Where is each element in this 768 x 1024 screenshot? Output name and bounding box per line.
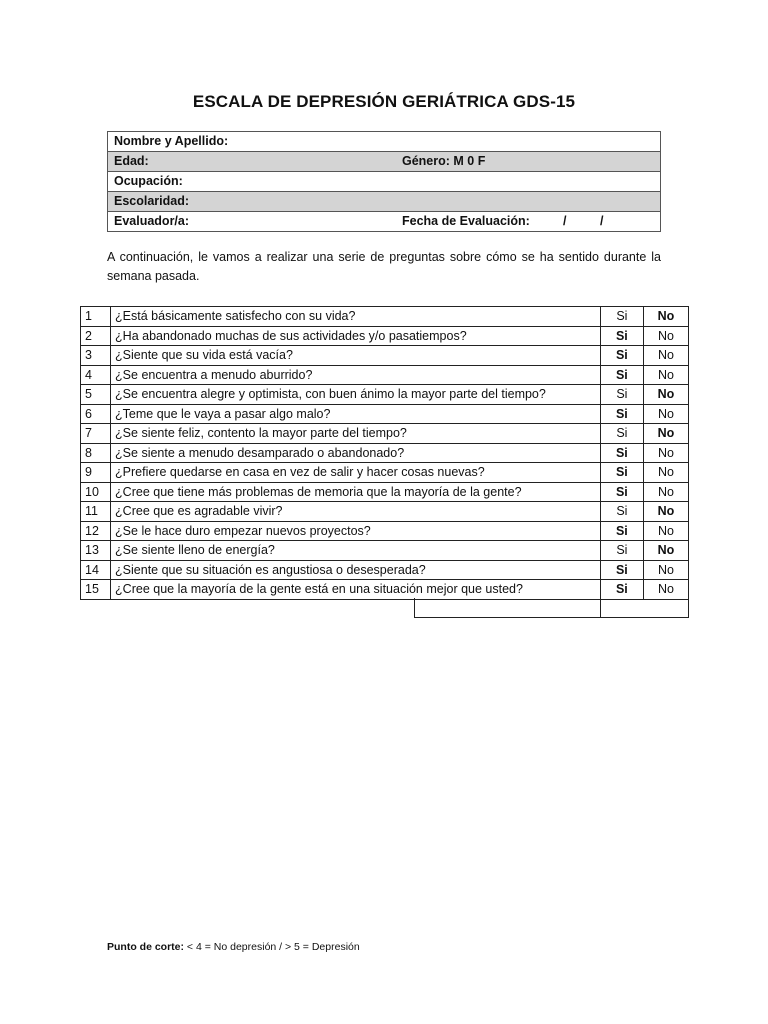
answer-si[interactable]: Si (600, 424, 643, 444)
intro-text: A continuación, le vamos a realizar una serie de preguntas sobre cómo se ha sentido durante la semana pasada. (107, 250, 661, 283)
question-row (81, 424, 689, 444)
patient-info-table (107, 131, 661, 232)
answer-si[interactable]: Si (600, 463, 643, 483)
question-row (81, 307, 689, 327)
answer-si[interactable]: Si (600, 521, 643, 541)
question-row (81, 482, 689, 502)
answer-no[interactable]: No (643, 365, 688, 385)
cutoff-text: < 4 = No depresión / > 5 = Depresión (184, 941, 360, 953)
answer-no[interactable]: No (643, 560, 688, 580)
answer-no[interactable]: No (643, 463, 688, 483)
question-number: 2 (81, 326, 111, 346)
question-row (81, 443, 689, 463)
question-row (81, 463, 689, 483)
escolaridad-label: Escolaridad: (114, 194, 190, 208)
question-number: 1 (81, 307, 111, 327)
question-text: ¿Está básicamente satisfecho con su vida? (111, 307, 601, 327)
question-text: ¿Prefiere quedarse en casa en vez de salir y hacer cosas nuevas? (111, 463, 601, 483)
question-text: ¿Ha abandonado muchas de sus actividades y/o pasatiempos? (111, 326, 601, 346)
escolaridad-field[interactable] (108, 192, 661, 212)
cutoff-note (107, 941, 360, 953)
date-slash-2: / (600, 214, 604, 228)
answer-si[interactable]: Si (600, 346, 643, 366)
question-row (81, 502, 689, 522)
question-text: ¿Cree que la mayoría de la gente está en una situación mejor que usted? (111, 580, 601, 600)
question-number: 13 (81, 541, 111, 561)
page-title: ESCALA DE DEPRESIÓN GERIÁTRICA GDS-15 (192, 92, 576, 111)
info-row-escolaridad (108, 192, 661, 212)
question-number: 6 (81, 404, 111, 424)
question-text: ¿Cree que es agradable vivir? (111, 502, 601, 522)
question-text: ¿Se le hace duro empezar nuevos proyectos? (111, 521, 601, 541)
question-text: ¿Se siente lleno de energía? (111, 541, 601, 561)
question-number: 10 (81, 482, 111, 502)
answer-no[interactable]: No (643, 541, 688, 561)
question-row (81, 521, 689, 541)
question-number: 15 (81, 580, 111, 600)
answer-si[interactable]: Si (600, 443, 643, 463)
question-row (81, 385, 689, 405)
evaluador-label: Evaluador/a: (114, 214, 190, 228)
question-number: 9 (81, 463, 111, 483)
nombre-field[interactable] (108, 132, 661, 152)
question-text: ¿Teme que le vaya a pasar algo malo? (111, 404, 601, 424)
answer-no[interactable]: No (643, 424, 688, 444)
answer-si[interactable]: Si (600, 541, 643, 561)
question-number: 14 (81, 560, 111, 580)
edad-label: Edad: (114, 154, 149, 168)
answer-si[interactable]: Si (600, 502, 643, 522)
question-text: ¿Cree que tiene más problemas de memoria que la mayoría de la gente? (111, 482, 601, 502)
answer-si[interactable]: Si (600, 365, 643, 385)
answer-no[interactable]: No (643, 307, 688, 327)
ocupacion-field[interactable] (108, 172, 661, 192)
info-row-evaluador (108, 212, 661, 232)
answer-si[interactable]: Si (600, 326, 643, 346)
question-row (81, 541, 689, 561)
score-cell-right[interactable] (600, 598, 689, 618)
question-row (81, 404, 689, 424)
answer-no[interactable]: No (643, 385, 688, 405)
question-row (81, 580, 689, 600)
answer-no[interactable]: No (643, 502, 688, 522)
question-number: 3 (81, 346, 111, 366)
answer-si[interactable]: Si (600, 307, 643, 327)
answer-no[interactable]: No (643, 326, 688, 346)
question-number: 7 (81, 424, 111, 444)
answer-no[interactable]: No (643, 443, 688, 463)
question-text: ¿Se encuentra alegre y optimista, con buen ánimo la mayor parte del tiempo? (111, 385, 601, 405)
question-text: ¿Se siente feliz, contento la mayor parte del tiempo? (111, 424, 601, 444)
answer-no[interactable]: No (643, 346, 688, 366)
answer-si[interactable]: Si (600, 404, 643, 424)
question-text: ¿Se encuentra a menudo aburrido? (111, 365, 601, 385)
question-row (81, 326, 689, 346)
question-number: 4 (81, 365, 111, 385)
info-row-edad (108, 152, 661, 172)
nombre-label: Nombre y Apellido: (114, 134, 229, 148)
question-number: 12 (81, 521, 111, 541)
question-number: 5 (81, 385, 111, 405)
answer-si[interactable]: Si (600, 482, 643, 502)
question-text: ¿Siente que su vida está vacía? (111, 346, 601, 366)
info-row-ocupacion (108, 172, 661, 192)
answer-si[interactable]: Si (600, 580, 643, 600)
genero-label: Género: M 0 F (402, 154, 486, 168)
answer-no[interactable]: No (643, 404, 688, 424)
cutoff-label: Punto de corte: (107, 941, 185, 953)
fecha-label: Fecha de Evaluación: (402, 214, 530, 228)
edad-field[interactable] (108, 152, 661, 172)
question-row (81, 560, 689, 580)
info-row-nombre (108, 132, 661, 152)
answer-no[interactable]: No (643, 580, 688, 600)
evaluador-field[interactable] (108, 212, 661, 232)
answer-no[interactable]: No (643, 521, 688, 541)
questions-table (80, 306, 689, 600)
question-number: 8 (81, 443, 111, 463)
score-cell-left[interactable] (414, 598, 601, 618)
ocupacion-label: Ocupación: (114, 174, 183, 188)
answer-si[interactable]: Si (600, 385, 643, 405)
question-text: ¿Se siente a menudo desamparado o abandonado? (111, 443, 601, 463)
answer-no[interactable]: No (643, 482, 688, 502)
question-row (81, 346, 689, 366)
date-slash-1: / (563, 214, 567, 228)
question-text: ¿Siente que su situación es angustiosa o desesperada? (111, 560, 601, 580)
question-row (81, 365, 689, 385)
answer-si[interactable]: Si (600, 560, 643, 580)
question-number: 11 (81, 502, 111, 522)
